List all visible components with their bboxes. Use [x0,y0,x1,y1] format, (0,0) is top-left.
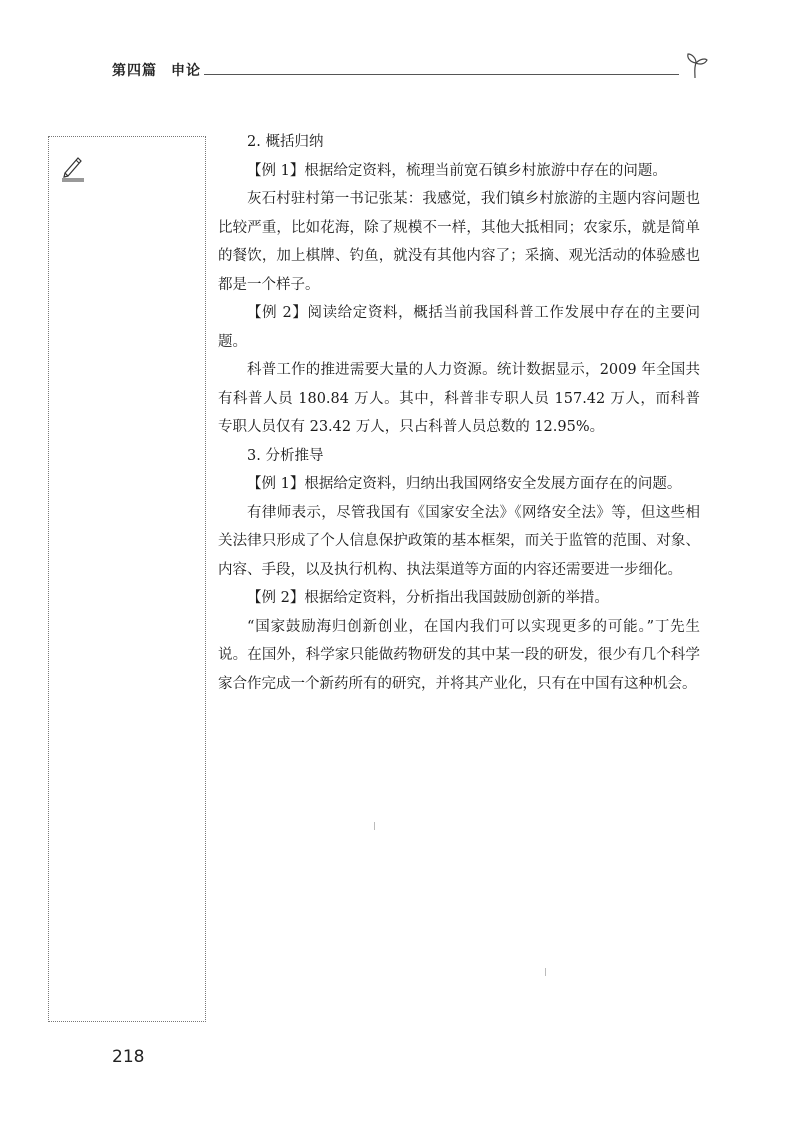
page-number: 218 [112,1047,145,1067]
scan-speck [374,822,375,830]
sprout-icon [680,50,710,80]
header-chapter: 申论 [171,63,201,79]
example-prompt: 【例 2】阅读给定资料，概括当前我国科普工作发展中存在的主要问题。 [218,305,700,350]
scan-speck [545,968,546,976]
example-prompt: 【例 1】根据给定资料，归纳出我国网络安全发展方面存在的问题。 [247,476,682,492]
example-material: 科普工作的推进需要大量的人力资源。统计数据显示，2009 年全国共有科普人员 180.84 万人。其中，科普非专职人员 157.42 万人，而科普专职人员仅有 23.42 万人，只占科普人员总数的 12.95%。 [218,362,700,435]
section-heading: 2. 概括归纳 [247,134,324,150]
example-material: “国家鼓励海归创新创业，在国内我们可以实现更多的可能。”丁先生说。在国外，科学家只能做药物研发的其中某一段的研发，很少有几个科学家合作完成一个新药所有的研究，并将其产业化，只有在中国有这种机会。 [218,618,700,692]
pen-icon [60,154,86,182]
example-prompt: 【例 2】根据给定资料，分析指出我国鼓励创新的举措。 [247,590,609,606]
header-title [112,60,201,80]
main-content [218,128,700,698]
example-material: 有律师表示，尽管我国有《国家安全法》《网络安全法》等，但这些相关法律只形成了个人信息保护政策的基本框架，而关于监管的范围、对象、内容、手段，以及执行机构、执法渠道等方面的内容还需要进一步细化。 [218,504,700,578]
section-heading: 3. 分析推导 [247,447,324,464]
notes-sidebar [48,136,206,1022]
example-material: 灰石村驻村第一书记张某：我感觉，我们镇乡村旅游的主题内容问题也比较严重，比如花海，除了规模不一样，其他大抵相同；农家乐，就是简单的餐饮，加上棋牌、钓鱼，就没有其他内容了；采摘、观光活动的体验感也都是一个样子。 [218,191,700,293]
header-rule [204,74,679,75]
running-header [112,60,702,84]
example-prompt: 【例 1】根据给定资料，梳理当前宽石镇乡村旅游中存在的问题。 [247,162,667,179]
header-part: 第四篇 [112,63,157,79]
